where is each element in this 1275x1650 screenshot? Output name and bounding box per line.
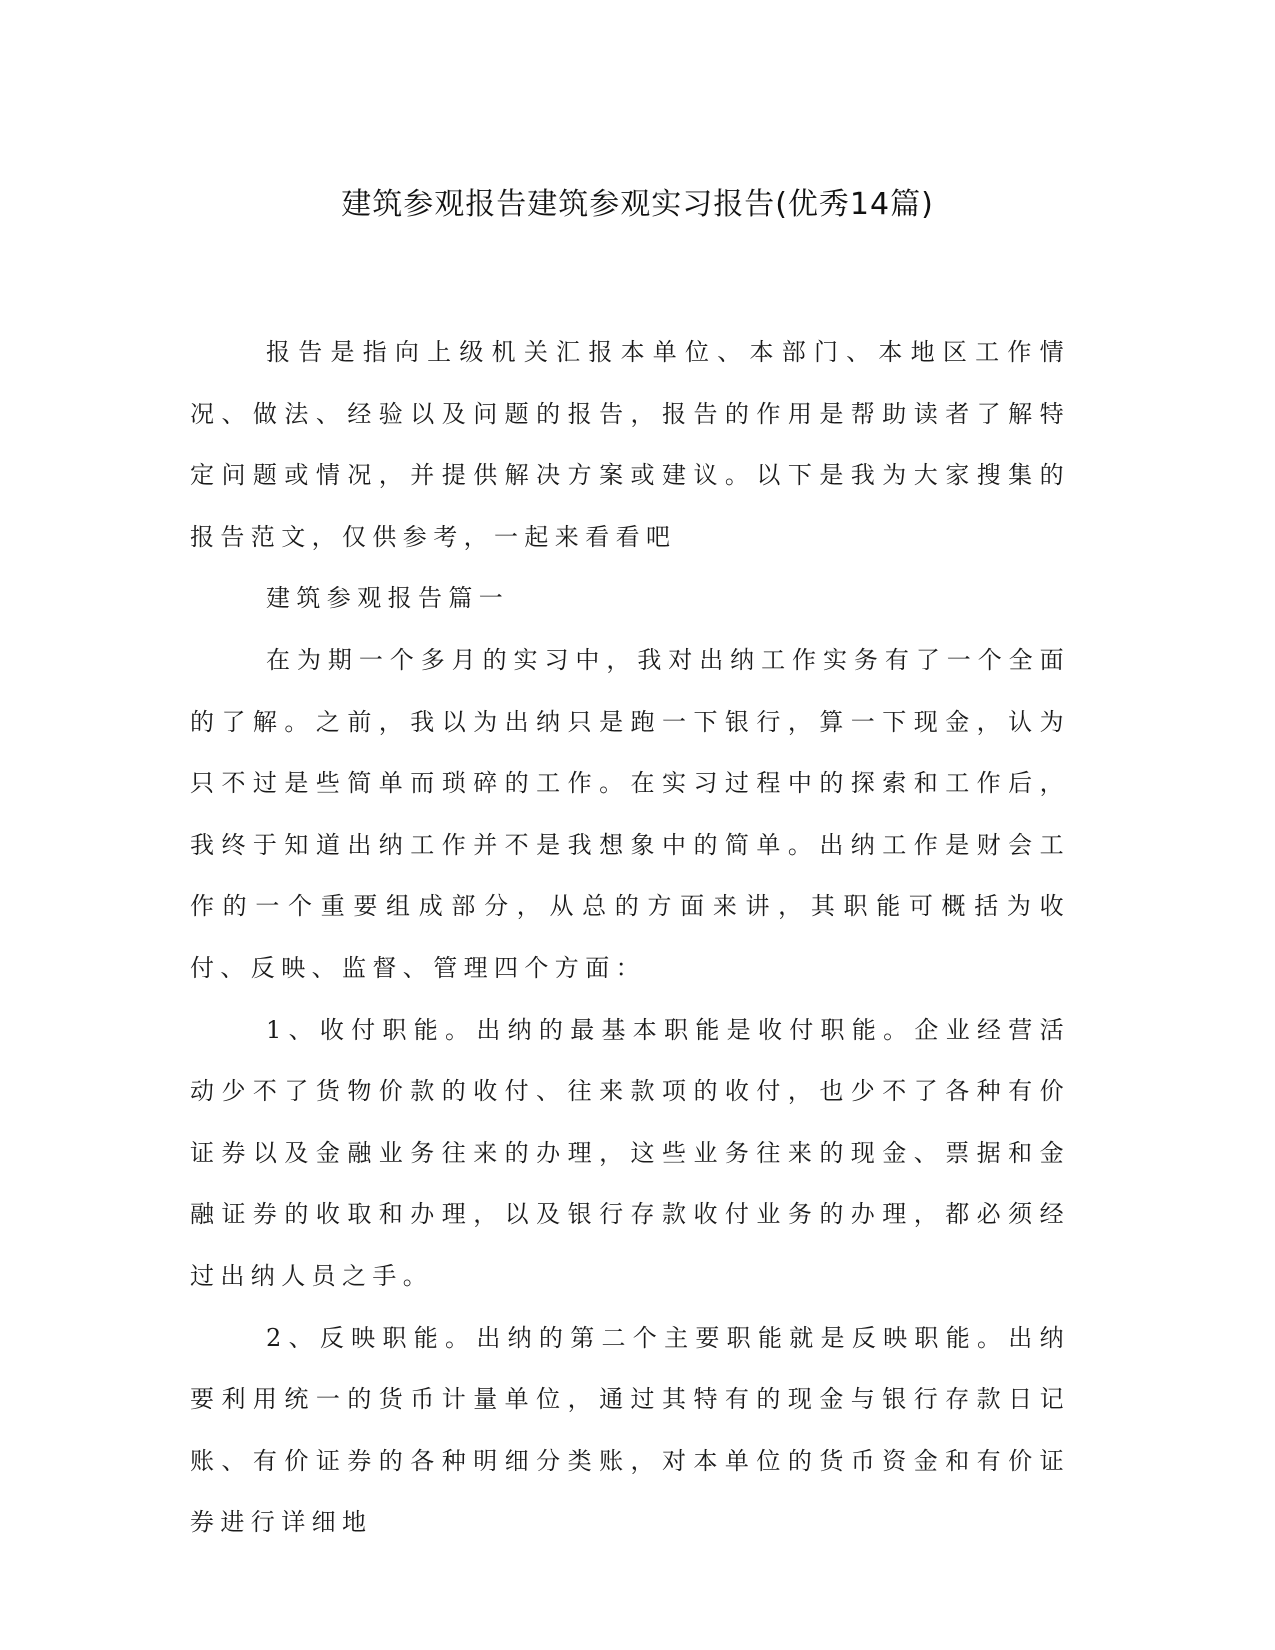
body-paragraph: 1、收付职能。出纳的最基本职能是收付职能。企业经营活动少不了货物价款的收付、往来款项的收付，也少不了各种有价证券以及金融业务往来的办理，这些业务往来的现金、票据和金融证券的收取和办理，以及银行存款收付业务的办理，都必须经过出纳人员之手。 (190, 1015, 1070, 1290)
document-title: 建筑参观报告建筑参观实习报告(优秀14篇) (341, 187, 934, 222)
body-paragraph: 在为期一个多月的实习中，我对出纳工作实务有了一个全面的了解。之前，我以为出纳只是跑一下银行，算一下现金，认为只不过是些简单而琐碎的工作。在实习过程中的探索和工作后，我终于知道出纳工作并不是我想象中的简单。出纳工作是财会工作的一个重要组成部分，从总的方面来讲，其职能可概括为收付、反映、监督、管理四个方面： (190, 645, 1070, 982)
section-heading: 建筑参观报告篇一 (266, 584, 510, 613)
intro-paragraph: 报告是指向上级机关汇报本单位、本部门、本地区工作情况、做法、经验以及问题的报告，报告的作用是帮助读者了解特定问题或情况，并提供解决方案或建议。以下是我为大家搜集的报告范文，仅供参考，一起来看看吧 (190, 338, 1070, 551)
document-body (190, 322, 1070, 1554)
body-paragraph: 2、反映职能。出纳的第二个主要职能就是反映职能。出纳要利用统一的货币计量单位，通过其特有的现金与银行存款日记账、有价证券的各种明细分类账，对本单位的货币资金和有价证券进行详细地 (190, 1323, 1070, 1537)
